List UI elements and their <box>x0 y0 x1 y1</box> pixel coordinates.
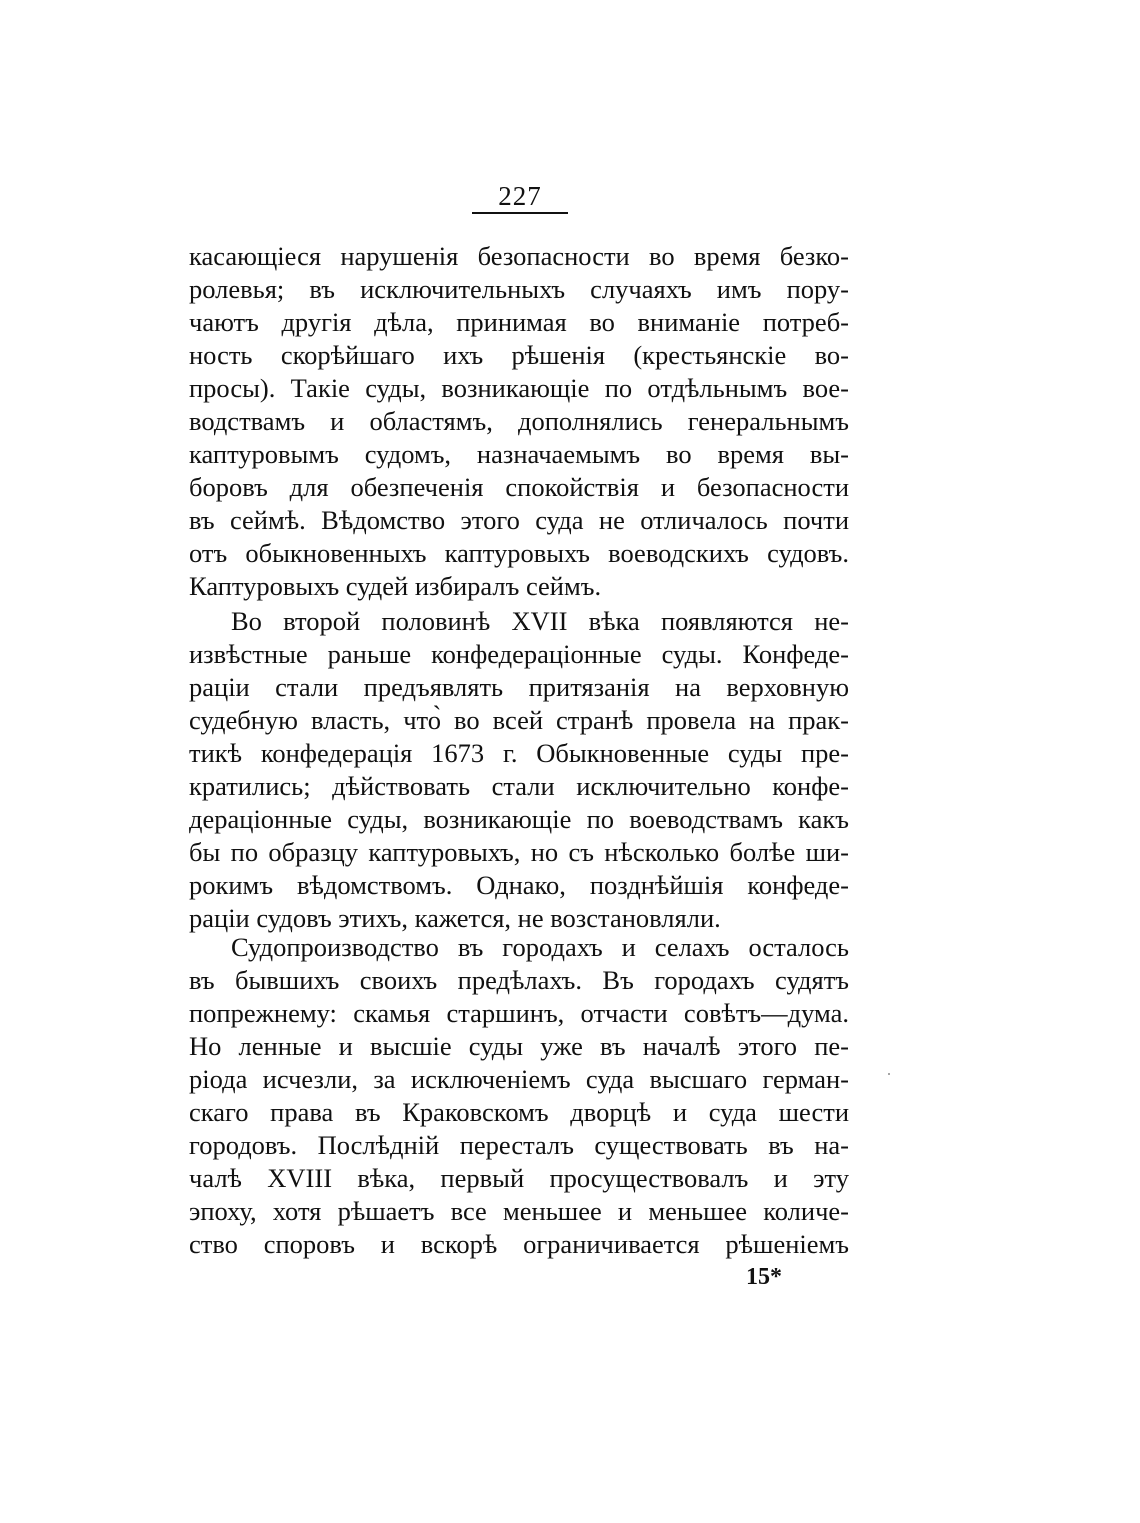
text-line: въ бывшихъ своихъ предѣлахъ. Въ городахъ судятъ <box>189 965 849 995</box>
text-line: попрежнему: скамья старшинъ, отчасти совѣтъ—дума. <box>189 998 849 1028</box>
scan-speck <box>888 1073 890 1075</box>
text-line: скаго права въ Краковскомъ дворцѣ и суда шести <box>189 1097 849 1127</box>
text-line: Но ленные и высшіе суды уже въ началѣ этого пе- <box>189 1031 849 1061</box>
text-line: раціи стали предъявлять притязанія на верховную <box>189 672 849 702</box>
text-line: водствамъ и областямъ, дополнялись генеральнымъ <box>189 406 849 436</box>
paragraph-first-line: Во второй половинѣ XVII вѣка появляются не- <box>231 606 849 636</box>
text-line: городовъ. Послѣдній пересталъ существовать въ на- <box>189 1130 849 1160</box>
header-rule <box>472 212 568 214</box>
text-line: просы). Такіе суды, возникающіе по отдѣльнымъ вое- <box>189 373 849 403</box>
text-line: рокимъ вѣдомствомъ. Однако, позднѣйшія конфеде- <box>189 870 849 900</box>
text-line: Каптуровыхъ судей избиралъ сеймъ. <box>189 571 602 601</box>
text-line: бы по образцу каптуровыхъ, но съ нѣсколько болѣе ши- <box>189 837 849 867</box>
text-line: судебную власть, что̀ во всей странѣ провела на прак- <box>189 705 849 735</box>
text-line: дераціонные суды, возникающіе по воеводствамъ какъ <box>189 804 849 834</box>
signature-mark: 15* <box>746 1264 782 1290</box>
text-line: ность скорѣйшаго ихъ рѣшенія (крестьянскіе во- <box>189 340 849 370</box>
text-line: тикѣ конфедерація 1673 г. Обыкновенные суды пре- <box>189 738 849 768</box>
text-line: боровъ для обезпеченія спокойствія и безопасности <box>189 472 849 502</box>
text-line: отъ обыкновенныхъ каптуровыхъ воеводскихъ судовъ. <box>189 538 849 568</box>
text-line: ство споровъ и вскорѣ ограничивается рѣшеніемъ <box>189 1229 849 1259</box>
text-line: раціи судовъ этихъ, кажется, не возстановляли. <box>189 903 721 933</box>
text-line: каптуровымъ судомъ, назначаемымъ во время вы- <box>189 439 849 469</box>
text-line: касающіеся нарушенія безопасности во время безко- <box>189 241 849 271</box>
text-line: кратились; дѣйствовать стали исключительно конфе- <box>189 771 849 801</box>
page-number: 227 <box>498 181 542 211</box>
text-line: извѣстные раньше конфедераціонные суды. Конфеде- <box>189 639 849 669</box>
text-line: въ сеймѣ. Вѣдомство этого суда не отличалось почти <box>189 505 849 535</box>
paragraph-first-line: Судопроизводство въ городахъ и селахъ осталось <box>231 932 849 962</box>
text-line: чалѣ XVIII вѣка, первый просуществовалъ и эту <box>189 1163 849 1193</box>
text-line: ролевья; въ исключительныхъ случаяхъ имъ пору- <box>189 274 849 304</box>
text-line: эпоху, хотя рѣшаетъ все меньшее и меньшее количе- <box>189 1196 849 1226</box>
text-line: ріода исчезли, за исключеніемъ суда высшаго герман- <box>189 1064 849 1094</box>
text-line: чаютъ другія дѣла, принимая во вниманіе потреб- <box>189 307 849 337</box>
